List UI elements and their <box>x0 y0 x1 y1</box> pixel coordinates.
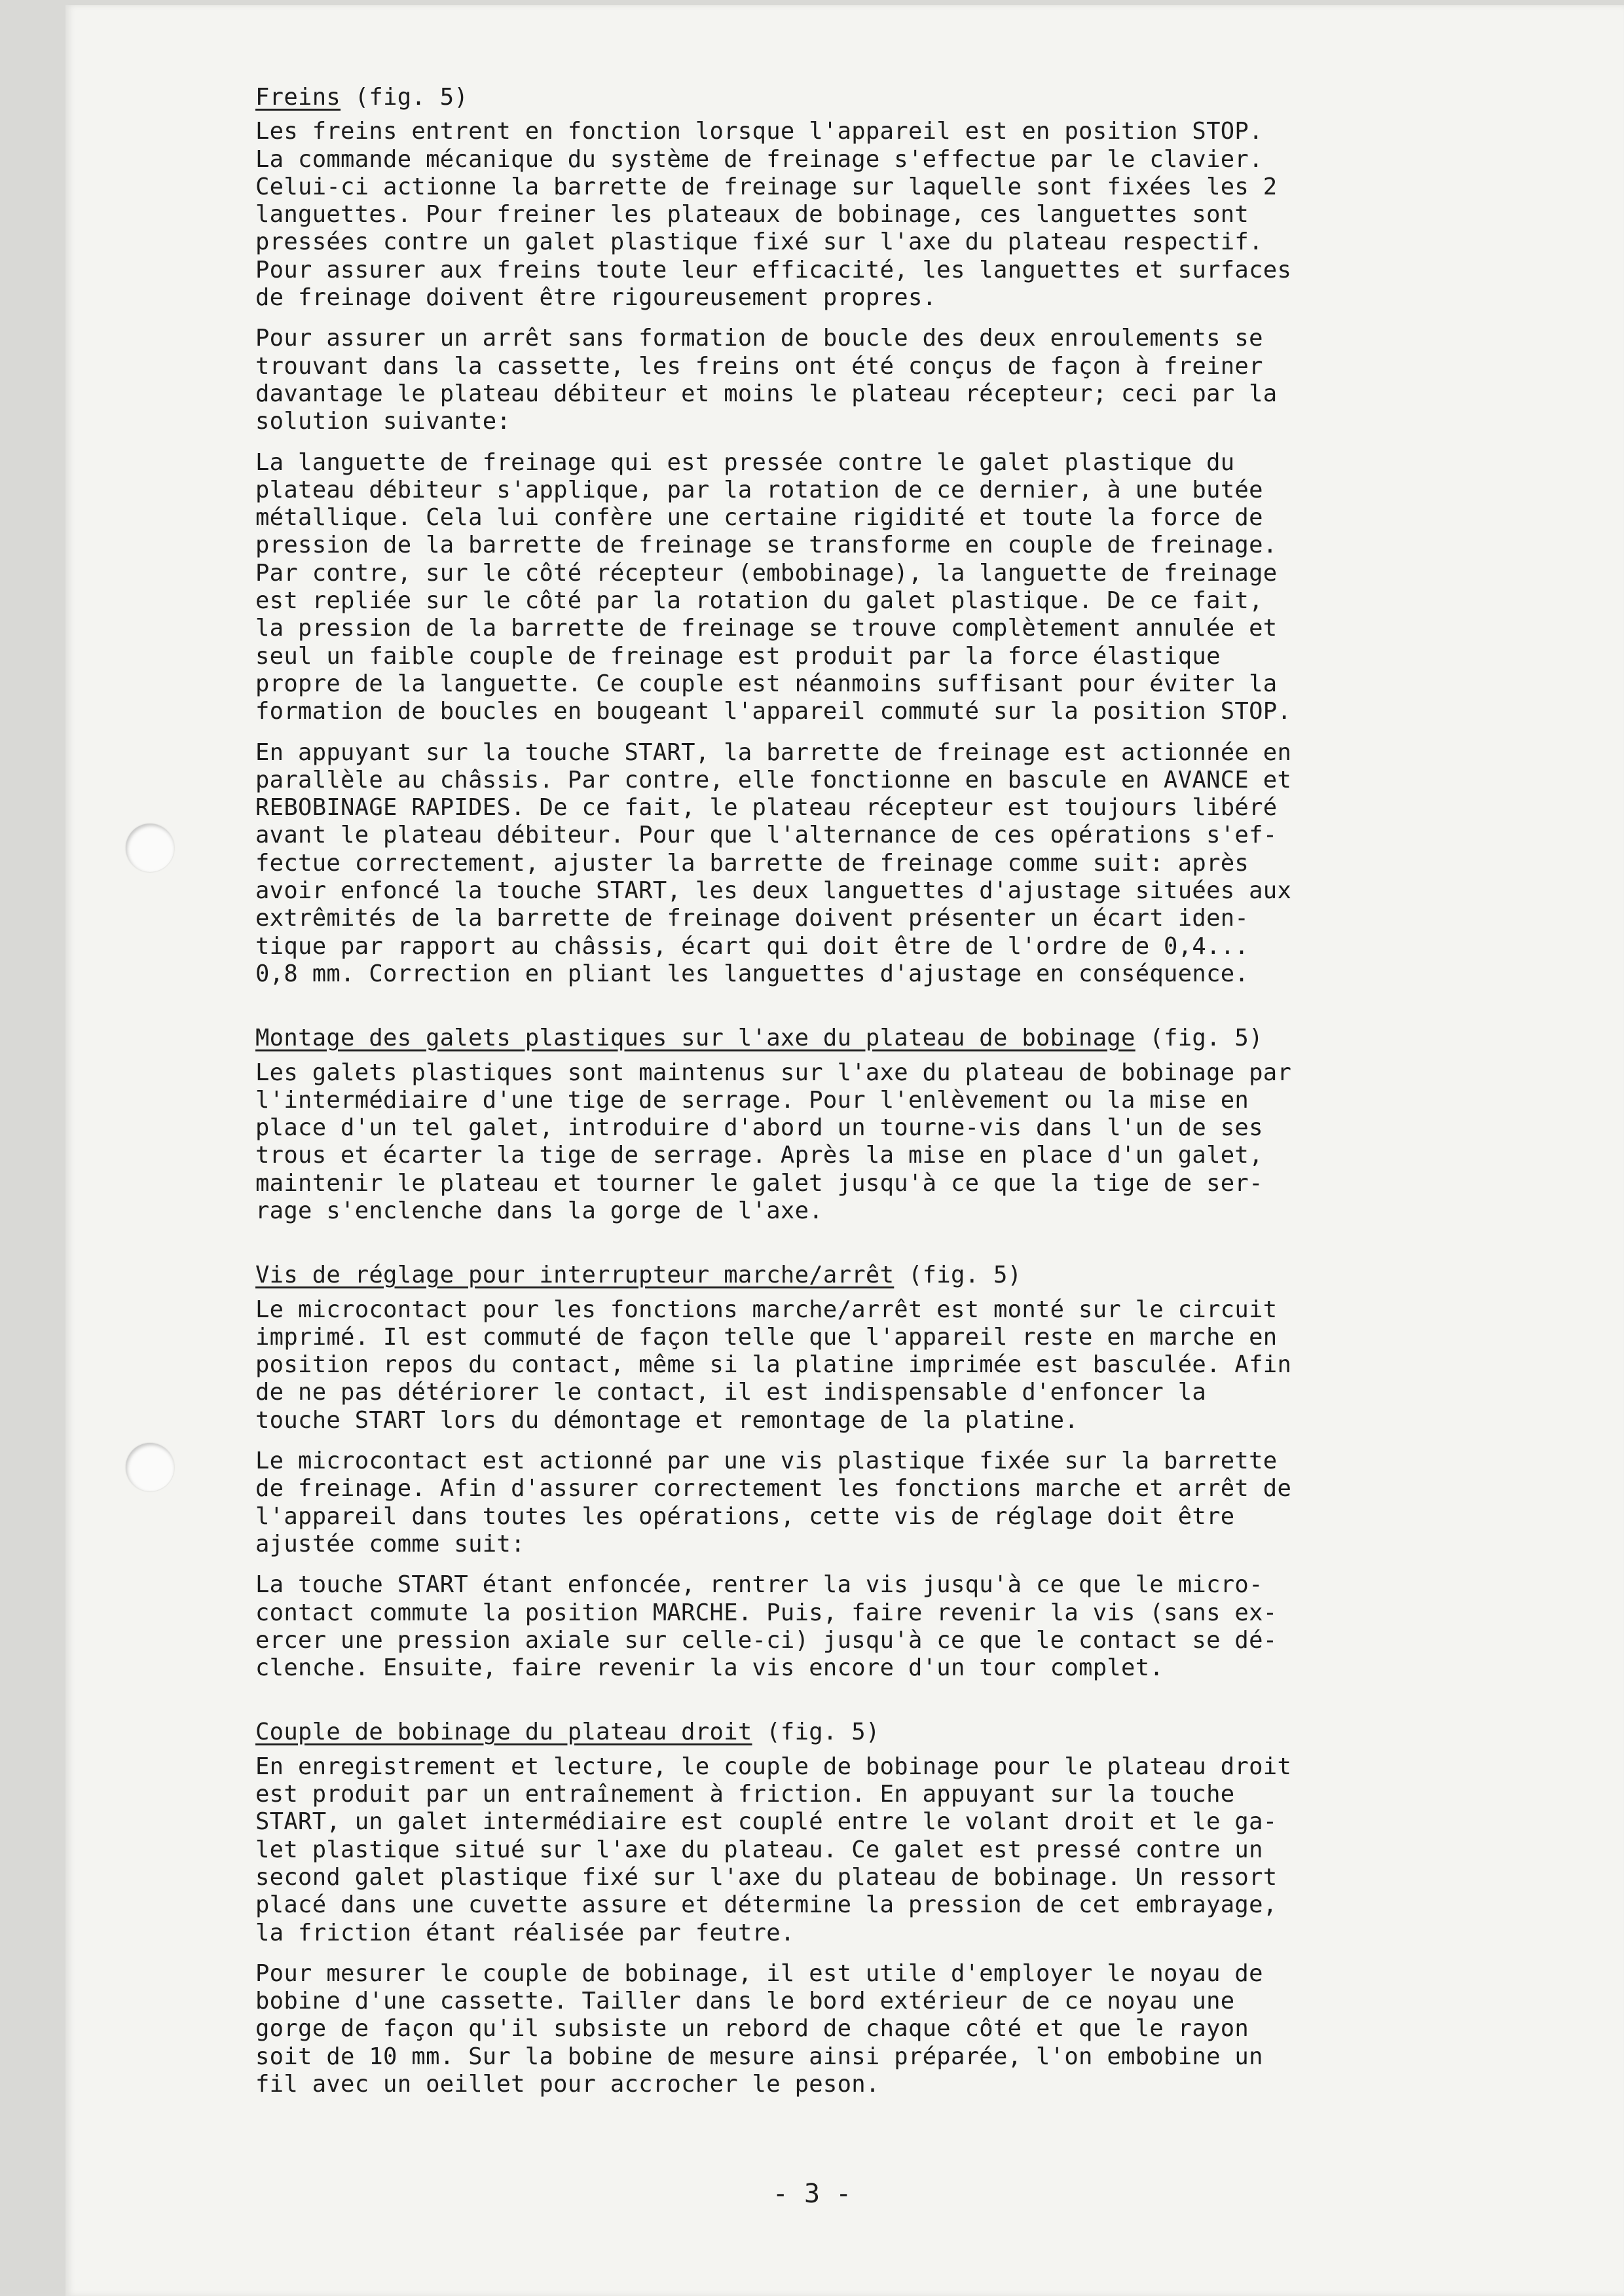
text-line: 0,8 mm. Correction en pliant les languettes d'ajustage en conséquence. <box>255 960 1249 987</box>
paragraph <box>255 118 1493 312</box>
text-line: de freinage. Afin d'assurer correctement les fonctions marche et arrêt de <box>255 1475 1292 1503</box>
text-line: Les galets plastiques sont maintenus sur l'axe du plateau de bobinage par <box>255 1059 1292 1086</box>
text-line: contact commute la position MARCHE. Puis, faire revenir la vis (sans ex- <box>255 1599 1278 1626</box>
text-line: pression de la barrette de freinage se transforme en couple de freinage. <box>255 532 1278 559</box>
text-line: extrêmités de la barrette de freinage doivent présenter un écart iden- <box>255 905 1249 932</box>
text-line: formation de boucles en bougeant l'appareil commuté sur la position STOP. <box>255 698 1292 725</box>
text-line: gorge de façon qu'il subsiste un rebord de chaque côté et que le rayon <box>255 2015 1249 2043</box>
paragraph <box>255 449 1493 726</box>
section-title: Vis de réglage pour interrupteur marche/arrêt <box>255 1262 895 1289</box>
text-line: plateau débiteur s'applique, par la rotation de ce dernier, à une butée <box>255 476 1263 503</box>
text-line: START, un galet intermédiaire est couplé entre le volant droit et le ga- <box>255 1808 1278 1836</box>
paragraph <box>255 1448 1493 1558</box>
text-line: avoir enfoncé la touche START, les deux languettes d'ajustage situées aux <box>255 877 1292 905</box>
text-line: la pression de la barrette de freinage se trouve complètement annulée et <box>255 615 1278 642</box>
paragraph <box>255 1059 1493 1226</box>
text-line: pressées contre un galet plastique fixé sur l'axe du plateau respectif. <box>255 228 1263 256</box>
section-title: Montage des galets plastiques sur l'axe du plateau de bobinage <box>255 1025 1135 1052</box>
section-figure-ref: (fig. 5) <box>341 84 469 111</box>
text-line: La touche START étant enfoncée, rentrer la vis jusqu'à ce que le micro- <box>255 1571 1263 1599</box>
document-body <box>255 84 1493 2111</box>
section-figure-ref: (fig. 5) <box>894 1262 1022 1289</box>
paragraph <box>255 739 1493 989</box>
text-line: bobine d'une cassette. Tailler dans le bord extérieur de ce noyau une <box>255 1988 1235 2015</box>
text-line: En enregistrement et lecture, le couple de bobinage pour le plateau droit <box>255 1753 1292 1780</box>
paragraph <box>255 1753 1493 1947</box>
text-line: propre de la languette. Ce couple est néanmoins suffisant pour éviter la <box>255 670 1278 697</box>
text-line: métallique. Cela lui confère une certaine rigidité et toute la force de <box>255 504 1263 532</box>
text-line: La languette de freinage qui est pressée contre le galet plastique du <box>255 448 1235 476</box>
text-line: place d'un tel galet, introduire d'abord un tourne-vis dans l'un de ses <box>255 1114 1263 1142</box>
text-line: trous et écarter la tige de serrage. Après la mise en place d'un galet, <box>255 1142 1263 1169</box>
text-line: est produit par un entraînement à friction. En appuyant sur la touche <box>255 1781 1235 1808</box>
text-line: Pour assurer un arrêt sans formation de boucle des deux enroulements se <box>255 325 1263 352</box>
text-line: languettes. Pour freiner les plateaux de bobinage, ces languettes sont <box>255 201 1249 228</box>
text-line: solution suivante: <box>255 408 511 435</box>
text-line: Celui-ci actionne la barrette de freinage sur laquelle sont fixées les 2 <box>255 173 1278 200</box>
section-title: Couple de bobinage du plateau droit <box>255 1719 752 1746</box>
text-line: touche START lors du démontage et remontage de la platine. <box>255 1406 1079 1434</box>
section-heading <box>255 1025 1493 1052</box>
text-line: avant le plateau débiteur. Pour que l'alternance de ces opérations s'ef- <box>255 822 1278 849</box>
text-line: la friction étant réalisée par feutre. <box>255 1919 795 1946</box>
paragraph <box>255 325 1493 435</box>
text-line: ercer une pression axiale sur celle-ci) jusqu'à ce que le contact se dé- <box>255 1626 1278 1654</box>
section-heading <box>255 1262 1493 1289</box>
section-heading <box>255 84 1493 111</box>
text-line: davantage le plateau débiteur et moins le plateau récepteur; ceci par la <box>255 380 1278 407</box>
text-line: fectue correctement, ajuster la barrette de freinage comme suit: après <box>255 849 1249 877</box>
punch-hole-lower <box>126 1443 174 1491</box>
paragraph <box>255 1960 1493 2098</box>
text-line: soit de 10 mm. Sur la bobine de mesure ainsi préparée, l'on embobine un <box>255 2043 1263 2070</box>
section-heading <box>255 1719 1493 1746</box>
text-line: placé dans une cuvette assure et détermine la pression de cet embrayage, <box>255 1891 1278 1919</box>
section-title: Freins <box>255 84 341 111</box>
paragraph <box>255 1571 1493 1682</box>
text-line: de ne pas détériorer le contact, il est indispensable d'enfoncer la <box>255 1379 1207 1406</box>
section-figure-ref: (fig. 5) <box>1135 1025 1263 1052</box>
text-line: Les freins entrent en fonction lorsque l'appareil est en position STOP. <box>255 118 1263 145</box>
section-couple-bobinage <box>255 1719 1493 2098</box>
text-line: position repos du contact, même si la platine imprimée est basculée. Afin <box>255 1351 1292 1379</box>
punch-hole-upper <box>126 824 174 872</box>
text-line: clenche. Ensuite, faire revenir la vis encore d'un tour complet. <box>255 1654 1164 1682</box>
text-line: rage s'enclenche dans la gorge de l'axe. <box>255 1197 823 1224</box>
text-line: tique par rapport au châssis, écart qui doit être de l'ordre de 0,4... <box>255 932 1249 960</box>
paragraph <box>255 1296 1493 1434</box>
text-line: trouvant dans la cassette, les freins ont été conçus de façon à freiner <box>255 352 1263 380</box>
text-line: ajustée comme suit: <box>255 1530 525 1558</box>
text-line: de freinage doivent être rigoureusement propres. <box>255 284 937 312</box>
text-line: maintenir le plateau et tourner le galet jusqu'à ce que la tige de ser- <box>255 1169 1263 1197</box>
text-line: Le microcontact est actionné par une vis plastique fixée sur la barrette <box>255 1448 1278 1475</box>
section-figure-ref: (fig. 5) <box>752 1719 880 1746</box>
text-line: imprimé. Il est commuté de façon telle que l'appareil reste en marche en <box>255 1323 1278 1351</box>
text-line: seul un faible couple de freinage est produit par la force élastique <box>255 642 1221 670</box>
section-montage-galets <box>255 1025 1493 1225</box>
text-line: REBOBINAGE RAPIDES. De ce fait, le plateau récepteur est toujours libéré <box>255 794 1278 822</box>
text-line: let plastique situé sur l'axe du plateau. Ce galet est pressé contre un <box>255 1836 1263 1863</box>
text-line: fil avec un oeillet pour accrocher le peson. <box>255 2071 880 2098</box>
text-line: En appuyant sur la touche START, la barrette de freinage est actionnée en <box>255 738 1292 766</box>
text-line: l'intermédiaire d'une tige de serrage. Pour l'enlèvement ou la mise en <box>255 1086 1249 1114</box>
text-line: Par contre, sur le côté récepteur (embobinage), la languette de freinage <box>255 559 1278 587</box>
section-freins <box>255 84 1493 988</box>
text-line: Pour mesurer le couple de bobinage, il est utile d'employer le noyau de <box>255 1959 1263 1987</box>
text-line: La commande mécanique du système de freinage s'effectue par le clavier. <box>255 145 1263 173</box>
text-line: Le microcontact pour les fonctions marche/arrêt est monté sur le circuit <box>255 1296 1278 1323</box>
section-vis-reglage <box>255 1262 1493 1682</box>
text-line: parallèle au châssis. Par contre, elle fonctionne en bascule en AVANCE et <box>255 766 1292 793</box>
text-line: l'appareil dans toutes les opérations, cette vis de réglage doit être <box>255 1503 1235 1530</box>
text-line: Pour assurer aux freins toute leur efficacité, les languettes et surfaces <box>255 256 1292 283</box>
page-number: - 3 - <box>772 2179 852 2209</box>
text-line: est repliée sur le côté par la rotation du galet plastique. De ce fait, <box>255 587 1263 615</box>
text-line: second galet plastique fixé sur l'axe du plateau de bobinage. Un ressort <box>255 1863 1278 1891</box>
